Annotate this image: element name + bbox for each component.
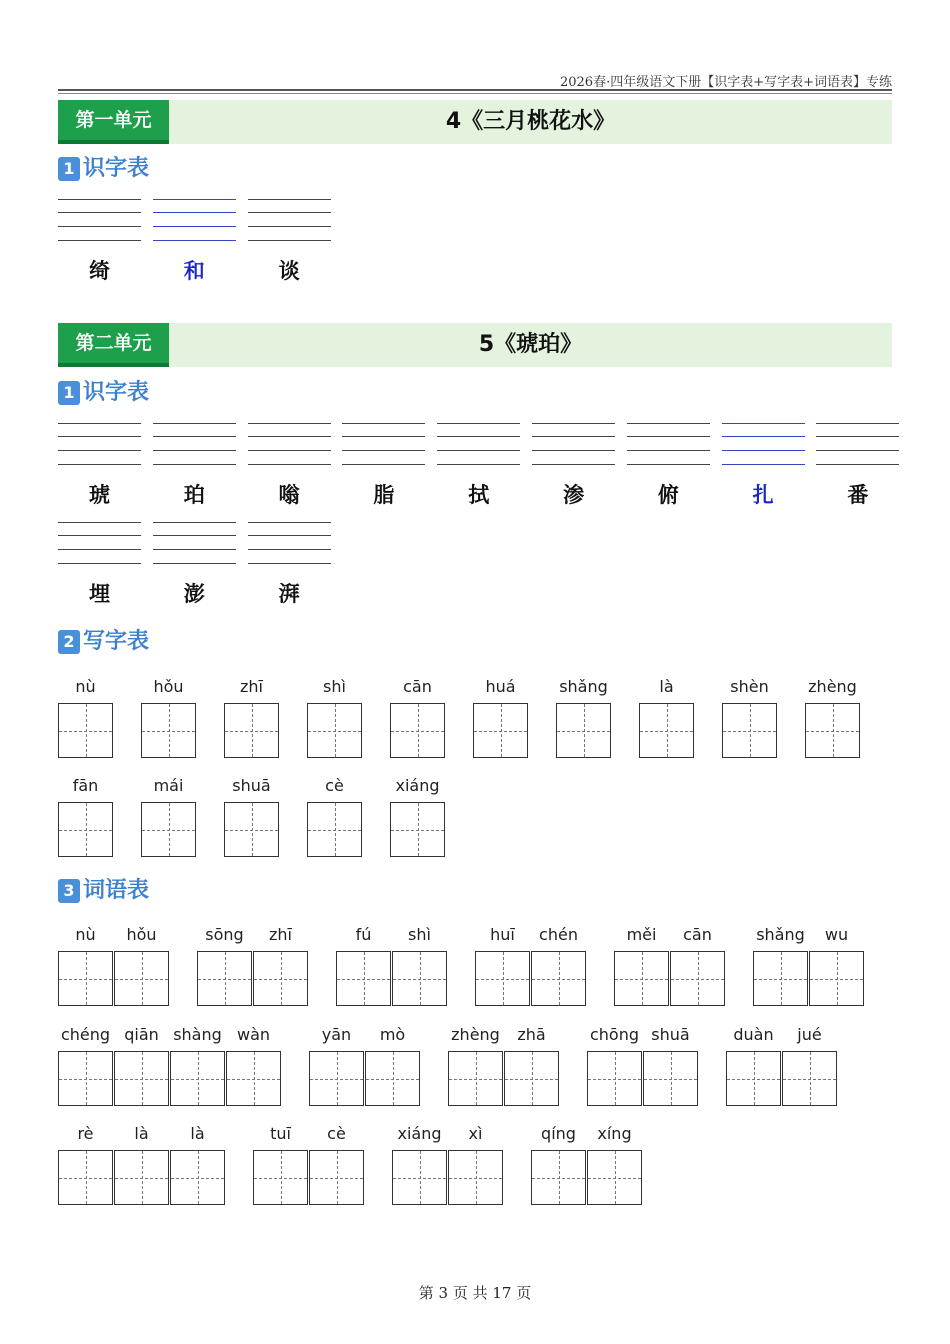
- recognize-char: 拭: [468, 482, 490, 507]
- pinyin-writing-lines[interactable]: [627, 423, 710, 465]
- pinyin-label: zhèng: [808, 677, 857, 696]
- writing-line: [248, 563, 331, 564]
- pinyin-label: zhā: [517, 1025, 546, 1044]
- word-grid-cell[interactable]: [253, 951, 308, 1006]
- grid-guide-horizontal: [391, 731, 444, 732]
- write-grid-cell[interactable]: [390, 703, 445, 758]
- writing-line: [248, 549, 331, 550]
- grid-guide-horizontal: [310, 1079, 363, 1080]
- writing-line: [248, 226, 331, 227]
- recognize-char: 嗡: [278, 482, 300, 507]
- unit-label-stripe: [58, 140, 169, 144]
- grid-guide-horizontal: [449, 1079, 502, 1080]
- pinyin-writing-lines[interactable]: [248, 522, 331, 564]
- header-rule-thin: [58, 93, 892, 94]
- word-grid-cell[interactable]: [58, 1051, 113, 1106]
- word-grid-cell[interactable]: [392, 951, 447, 1006]
- writing-line: [342, 436, 425, 437]
- writing-line: [153, 436, 236, 437]
- grid-guide-horizontal: [254, 979, 307, 980]
- grid-guide-horizontal: [727, 1079, 780, 1080]
- section-title: 词语表: [83, 878, 150, 903]
- grid-guide-horizontal: [198, 979, 251, 980]
- pinyin-label: wu: [824, 925, 849, 944]
- word-grid-cell[interactable]: [531, 951, 586, 1006]
- word-grid-cell[interactable]: [531, 1150, 586, 1205]
- pinyin-writing-lines[interactable]: [248, 423, 331, 465]
- writing-line: [248, 535, 331, 536]
- recognize-char: 澎: [183, 581, 205, 606]
- word-grid-cell[interactable]: [614, 951, 669, 1006]
- pinyin-label: rè: [77, 1124, 94, 1143]
- writing-line: [816, 450, 899, 451]
- writing-line: [58, 423, 141, 424]
- pinyin-label: chōng: [589, 1025, 640, 1044]
- writing-line: [722, 436, 805, 437]
- grid-guide-horizontal: [310, 1178, 363, 1179]
- write-grid-cell[interactable]: [390, 802, 445, 857]
- pinyin-writing-lines[interactable]: [58, 522, 141, 564]
- recognize-char: 俯: [657, 482, 679, 507]
- section-title: 识字表: [83, 156, 150, 181]
- writing-line: [153, 226, 236, 227]
- word-grid-cell[interactable]: [336, 951, 391, 1006]
- grid-guide-horizontal: [640, 731, 693, 732]
- writing-line: [58, 240, 141, 241]
- section-number: 1: [58, 381, 80, 405]
- lesson-title: 5《琥珀》: [478, 332, 583, 357]
- pinyin-label: nù: [75, 677, 96, 696]
- grid-guide-horizontal: [671, 979, 724, 980]
- write-grid-cell[interactable]: [224, 802, 279, 857]
- grid-guide-horizontal: [171, 1079, 224, 1080]
- writing-line: [58, 199, 141, 200]
- writing-line: [153, 212, 236, 213]
- writing-line: [816, 464, 899, 465]
- grid-guide-horizontal: [810, 979, 863, 980]
- writing-line: [153, 549, 236, 550]
- write-grid-cell[interactable]: [307, 703, 362, 758]
- write-grid-cell[interactable]: [307, 802, 362, 857]
- grid-guide-horizontal: [308, 830, 361, 831]
- pinyin-label: zhī: [240, 677, 263, 696]
- unit-banner-1: [58, 100, 892, 144]
- recognize-char: 番: [847, 482, 869, 507]
- pinyin-writing-lines[interactable]: [437, 423, 520, 465]
- writing-line: [342, 464, 425, 465]
- lesson-title: 4《三月桃花水》: [445, 109, 616, 134]
- grid-guide-horizontal: [115, 1079, 168, 1080]
- recognize-char: 脂: [373, 482, 395, 507]
- write-grid-cell[interactable]: [58, 802, 113, 857]
- word-grid-cell[interactable]: [309, 1150, 364, 1205]
- word-grid-cell[interactable]: [448, 1150, 503, 1205]
- word-grid-cell[interactable]: [253, 1150, 308, 1205]
- pinyin-label: zhèng: [451, 1025, 500, 1044]
- grid-guide-horizontal: [391, 830, 444, 831]
- pinyin-label: là: [190, 1124, 205, 1143]
- grid-guide-horizontal: [449, 1178, 502, 1179]
- pinyin-label: yān: [321, 1025, 352, 1044]
- pinyin-writing-lines[interactable]: [342, 423, 425, 465]
- word-grid-cell[interactable]: [114, 1051, 169, 1106]
- grid-guide-horizontal: [393, 979, 446, 980]
- grid-guide-horizontal: [254, 1178, 307, 1179]
- writing-line: [342, 423, 425, 424]
- write-grid-cell[interactable]: [556, 703, 611, 758]
- recognize-char: 和: [183, 258, 205, 283]
- recognize-char: 谈: [278, 258, 300, 283]
- write-grid-cell[interactable]: [722, 703, 777, 758]
- grid-guide-horizontal: [115, 979, 168, 980]
- grid-guide-horizontal: [59, 731, 112, 732]
- write-grid-cell[interactable]: [473, 703, 528, 758]
- grid-guide-horizontal: [588, 1079, 641, 1080]
- pinyin-writing-lines[interactable]: [248, 199, 331, 241]
- pinyin-label: xì: [468, 1124, 483, 1143]
- word-grid-cell[interactable]: [448, 1051, 503, 1106]
- writing-line: [627, 436, 710, 437]
- writing-line: [248, 423, 331, 424]
- write-grid-cell[interactable]: [224, 703, 279, 758]
- grid-guide-horizontal: [59, 1178, 112, 1179]
- grid-guide-horizontal: [115, 1178, 168, 1179]
- pinyin-label: cè: [325, 776, 344, 795]
- writing-line: [342, 450, 425, 451]
- pinyin-label: jué: [797, 1025, 822, 1044]
- writing-line: [58, 535, 141, 536]
- pinyin-label: zhī: [269, 925, 292, 944]
- writing-line: [58, 450, 141, 451]
- grid-guide-horizontal: [366, 1079, 419, 1080]
- pinyin-label: wàn: [236, 1025, 271, 1044]
- writing-line: [58, 226, 141, 227]
- pinyin-writing-lines[interactable]: [58, 423, 141, 465]
- writing-line: [532, 436, 615, 437]
- pinyin-label: duàn: [733, 1025, 774, 1044]
- pinyin-label: xiáng: [395, 776, 440, 795]
- grid-guide-horizontal: [142, 731, 195, 732]
- section-number: 1: [58, 157, 80, 181]
- pinyin-label: xíng: [597, 1124, 632, 1143]
- writing-line: [248, 436, 331, 437]
- grid-guide-horizontal: [337, 979, 390, 980]
- pinyin-label: là: [659, 677, 674, 696]
- word-grid-cell[interactable]: [504, 1051, 559, 1106]
- writing-line: [437, 464, 520, 465]
- pinyin-label: shuā: [232, 776, 271, 795]
- word-grid-cell[interactable]: [587, 1051, 642, 1106]
- pinyin-label: chéng: [60, 1025, 111, 1044]
- writing-line: [722, 450, 805, 451]
- word-grid-cell[interactable]: [114, 1150, 169, 1205]
- pinyin-label: qíng: [541, 1124, 576, 1143]
- grid-guide-horizontal: [227, 1079, 280, 1080]
- writing-line: [248, 240, 331, 241]
- writing-line: [722, 423, 805, 424]
- writing-line: [58, 563, 141, 564]
- writing-line: [153, 563, 236, 564]
- word-grid-cell[interactable]: [58, 1150, 113, 1205]
- write-grid-cell[interactable]: [639, 703, 694, 758]
- writing-line: [248, 522, 331, 523]
- writing-line: [58, 212, 141, 213]
- writing-line: [816, 423, 899, 424]
- pinyin-writing-lines[interactable]: [58, 199, 141, 241]
- writing-line: [248, 464, 331, 465]
- pinyin-label: shǎng: [559, 677, 608, 696]
- section-title: 写字表: [83, 629, 150, 654]
- pinyin-label: mò: [379, 1025, 406, 1044]
- pinyin-label: xiáng: [397, 1124, 442, 1143]
- pinyin-label: tuī: [270, 1124, 291, 1143]
- grid-guide-horizontal: [644, 1079, 697, 1080]
- grid-guide-horizontal: [754, 979, 807, 980]
- writing-line: [153, 450, 236, 451]
- writing-line: [532, 450, 615, 451]
- grid-guide-horizontal: [225, 731, 278, 732]
- word-grid-cell[interactable]: [58, 951, 113, 1006]
- grid-guide-horizontal: [142, 830, 195, 831]
- writing-line: [722, 464, 805, 465]
- pinyin-label: fú: [355, 925, 372, 944]
- pinyin-label: cè: [327, 1124, 346, 1143]
- header-rule: [58, 89, 892, 91]
- word-grid-cell[interactable]: [726, 1051, 781, 1106]
- grid-guide-horizontal: [615, 979, 668, 980]
- pinyin-writing-lines[interactable]: [153, 423, 236, 465]
- grid-guide-horizontal: [557, 731, 610, 732]
- writing-line: [437, 450, 520, 451]
- pinyin-label: shì: [408, 925, 431, 944]
- writing-line: [153, 199, 236, 200]
- writing-line: [532, 423, 615, 424]
- writing-line: [153, 423, 236, 424]
- write-grid-cell[interactable]: [141, 703, 196, 758]
- pinyin-label: shǎng: [756, 925, 805, 944]
- writing-line: [437, 423, 520, 424]
- word-grid-cell[interactable]: [475, 951, 530, 1006]
- grid-guide-horizontal: [59, 830, 112, 831]
- grid-guide-horizontal: [806, 731, 859, 732]
- pinyin-label: shàng: [173, 1025, 222, 1044]
- pinyin-label: shuā: [651, 1025, 690, 1044]
- writing-line: [248, 450, 331, 451]
- recognize-char: 珀: [183, 482, 205, 507]
- section-title: 识字表: [83, 380, 150, 405]
- grid-guide-horizontal: [393, 1178, 446, 1179]
- grid-guide-horizontal: [783, 1079, 836, 1080]
- unit-label: 第二单元: [58, 323, 169, 363]
- writing-line: [816, 436, 899, 437]
- recognize-char: 扎: [752, 482, 774, 507]
- writing-line: [58, 436, 141, 437]
- write-grid-cell[interactable]: [58, 703, 113, 758]
- grid-guide-horizontal: [476, 979, 529, 980]
- pinyin-label: cān: [403, 677, 432, 696]
- pinyin-label: shèn: [730, 677, 769, 696]
- pinyin-writing-lines[interactable]: [153, 522, 236, 564]
- section-number: 3: [58, 879, 80, 903]
- recognize-char: 埋: [89, 581, 110, 606]
- recognize-char: 湃: [278, 581, 300, 606]
- page-footer: 第 3 页 共 17 页: [418, 1284, 532, 1302]
- section-number: 2: [58, 630, 80, 654]
- pinyin-writing-lines[interactable]: [816, 423, 899, 465]
- word-grid-cell[interactable]: [587, 1150, 642, 1205]
- writing-line: [248, 199, 331, 200]
- pinyin-label: měi: [626, 925, 657, 944]
- word-grid-cell[interactable]: [365, 1051, 420, 1106]
- pinyin-label: cān: [683, 925, 712, 944]
- pinyin-label: mái: [153, 776, 184, 795]
- word-grid-cell[interactable]: [782, 1051, 837, 1106]
- writing-line: [58, 464, 141, 465]
- writing-line: [248, 212, 331, 213]
- writing-line: [627, 423, 710, 424]
- word-grid-cell[interactable]: [114, 951, 169, 1006]
- word-grid-cell[interactable]: [753, 951, 808, 1006]
- unit-label-stripe: [58, 363, 169, 367]
- pinyin-label: fān: [72, 776, 99, 795]
- writing-line: [153, 535, 236, 536]
- word-grid-cell[interactable]: [170, 1051, 225, 1106]
- unit-banner-2: [58, 323, 892, 367]
- grid-guide-horizontal: [308, 731, 361, 732]
- pinyin-writing-lines[interactable]: [153, 199, 236, 241]
- pinyin-label: huá: [485, 677, 516, 696]
- word-grid-cell[interactable]: [670, 951, 725, 1006]
- grid-guide-horizontal: [532, 979, 585, 980]
- word-grid-cell[interactable]: [809, 951, 864, 1006]
- word-grid-cell[interactable]: [309, 1051, 364, 1106]
- pinyin-label: qiān: [124, 1025, 159, 1044]
- writing-line: [627, 464, 710, 465]
- grid-guide-horizontal: [474, 731, 527, 732]
- writing-line: [58, 549, 141, 550]
- page-header: 2026春·四年级语文下册【识字表+写字表+词语表】专练: [559, 75, 892, 90]
- pinyin-label: huī: [490, 925, 515, 944]
- pinyin-writing-lines[interactable]: [722, 423, 805, 465]
- pinyin-label: hǒu: [126, 925, 157, 944]
- pinyin-label: chén: [539, 925, 578, 944]
- writing-line: [153, 464, 236, 465]
- writing-line: [153, 522, 236, 523]
- pinyin-label: nù: [75, 925, 96, 944]
- grid-guide-horizontal: [588, 1178, 641, 1179]
- pinyin-label: là: [134, 1124, 149, 1143]
- grid-guide-horizontal: [532, 1178, 585, 1179]
- write-grid-cell[interactable]: [805, 703, 860, 758]
- writing-line: [532, 464, 615, 465]
- write-grid-cell[interactable]: [141, 802, 196, 857]
- grid-guide-horizontal: [505, 1079, 558, 1080]
- word-grid-cell[interactable]: [170, 1150, 225, 1205]
- pinyin-label: shì: [323, 677, 346, 696]
- word-grid-cell[interactable]: [197, 951, 252, 1006]
- unit-label: 第一单元: [58, 100, 169, 140]
- grid-guide-horizontal: [59, 1079, 112, 1080]
- writing-line: [153, 240, 236, 241]
- pinyin-writing-lines[interactable]: [532, 423, 615, 465]
- writing-line: [437, 436, 520, 437]
- writing-line: [627, 450, 710, 451]
- grid-guide-horizontal: [171, 1178, 224, 1179]
- recognize-char: 渗: [563, 482, 584, 507]
- writing-line: [58, 522, 141, 523]
- recognize-char: 绮: [89, 258, 110, 283]
- grid-guide-horizontal: [59, 979, 112, 980]
- word-grid-cell[interactable]: [226, 1051, 281, 1106]
- word-grid-cell[interactable]: [643, 1051, 698, 1106]
- grid-guide-horizontal: [225, 830, 278, 831]
- grid-guide-horizontal: [723, 731, 776, 732]
- pinyin-label: sōng: [205, 925, 244, 944]
- recognize-char: 琥: [89, 482, 110, 507]
- word-grid-cell[interactable]: [392, 1150, 447, 1205]
- pinyin-label: hǒu: [153, 677, 184, 696]
